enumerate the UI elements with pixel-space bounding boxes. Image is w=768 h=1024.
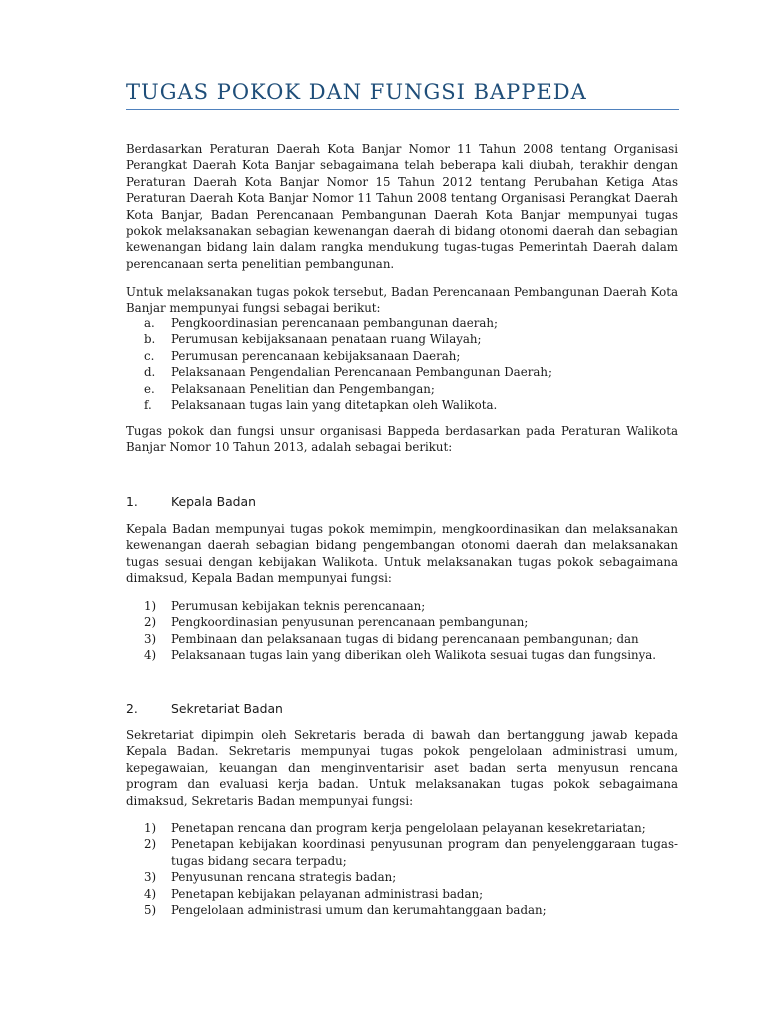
- list-item: [144, 315, 678, 331]
- section-number: 2.: [126, 701, 138, 716]
- list-item: [144, 820, 678, 836]
- section-title: Sekretariat Badan: [171, 701, 283, 716]
- section1-paragraph: Kepala Badan mempunyai tugas pokok memimpin, mengkoordinasikan dan melaksanakan kewenangan daerah sebagian bidang pengembangan otonomi daerah dan melaksanakan tugas sesuai dengan kebijakan Walikota. Untuk melaksanakan tugas pokok sebagaimana dimaksud, Kepala Badan mempunyai fungsi:: [126, 522, 678, 586]
- list-marker: 4): [144, 886, 157, 901]
- list-text: Pelaksanaan Pengendalian Perencanaan Pembangunan Daerah;: [171, 365, 552, 380]
- list-marker: 3): [144, 631, 157, 646]
- list-item: [144, 397, 678, 413]
- section2-paragraph: Sekretariat dipimpin oleh Sekretaris berada di bawah dan bertanggung jawab kepada Kepala Badan. Sekretaris mempunyai tugas pokok pengelolaan administrasi umum, kepegawaian, keuangan dan menginventarisir aset badan serta menyusun rencana program dan evaluasi kerja badan. Untuk melaksanakan tugas pokok sebagaimana dimaksud, Sekretaris Badan mempunyai fungsi:: [126, 728, 678, 808]
- list-marker: 2): [144, 837, 157, 852]
- list-text: Pelaksanaan tugas lain yang diberikan oleh Walikota sesuai tugas dan fungsinya.: [171, 648, 657, 663]
- list-item: [144, 331, 678, 347]
- list-text: Perumusan kebijaksanaan penataan ruang Wilayah;: [171, 332, 482, 347]
- list-item: [144, 381, 678, 397]
- list-marker: f.: [144, 398, 152, 413]
- list-text: Pelaksanaan Penelitian dan Pengembangan;: [171, 381, 435, 396]
- list-item: [144, 836, 678, 869]
- tupoksi-paragraph: Tugas pokok dan fungsi unsur organisasi Bappeda berdasarkan pada Peraturan Walikota Banjar Nomor 10 Tahun 2013, adalah sebagai berikut:: [126, 424, 678, 455]
- section1-list: [144, 598, 678, 664]
- section2-list: [144, 820, 678, 918]
- list-item: [144, 647, 678, 663]
- list-item: [144, 364, 678, 380]
- fungsi-list: [144, 315, 678, 413]
- page-title: TUGAS POKOK DAN FUNGSI BAPPEDA: [126, 80, 587, 104]
- list-marker: d.: [144, 365, 156, 380]
- section-heading-sekretariat-badan: [126, 701, 283, 717]
- list-marker: e.: [144, 381, 155, 396]
- section-heading-kepala-badan: [126, 494, 256, 510]
- list-marker: a.: [144, 316, 155, 330]
- list-item: [144, 631, 678, 647]
- list-marker: 2): [144, 615, 157, 630]
- list-marker: 1): [144, 821, 157, 835]
- intro-paragraph: Berdasarkan Peraturan Daerah Kota Banjar Nomor 11 Tahun 2008 tentang Organisasi Perangkat Daerah Kota Banjar sebagaimana telah beberapa kali diubah, terakhir dengan Peraturan Daerah Kota Banjar Nomor 15 Tahun 2012 tentang Perubahan Ketiga Atas Peraturan Daerah Kota Banjar Nomor 11 Tahun 2008 tentang Organisasi Perangkat Daerah Kota Banjar, Badan Perencanaan Pembangunan Daerah Kota Banjar mempunyai tugas pokok melaksanakan sebagian kewenangan daerah di bidang otonomi daerah dan sebagian kewenangan bidang lain dalam rangka mendukung tugas-tugas Pemerintah Daerah dalam perencanaan serta penelitian pembangunan.: [126, 142, 678, 271]
- list-text: Pelaksanaan tugas lain yang ditetapkan oleh Walikota.: [171, 398, 498, 413]
- list-item: [144, 598, 678, 614]
- list-text: Penetapan kebijakan koordinasi penyusunan program dan penyelenggaraan tugas-tugas bidang secara terpadu;: [171, 837, 678, 868]
- list-text: Penyusunan rencana strategis badan;: [171, 870, 397, 885]
- list-text: Pengkoordinasian perencanaan pembangunan daerah;: [171, 316, 498, 330]
- list-marker: 5): [144, 903, 157, 918]
- list-marker: c.: [144, 348, 155, 363]
- list-marker: 4): [144, 648, 157, 663]
- list-text: Pembinaan dan pelaksanaan tugas di bidang perencanaan pembangunan; dan: [171, 631, 639, 646]
- list-item: [144, 886, 678, 902]
- list-item: [144, 902, 678, 918]
- title-underline: [126, 109, 679, 110]
- list-item: [144, 614, 678, 630]
- list-text: Penetapan rencana dan program kerja pengelolaan pelayanan kesekretariatan;: [171, 821, 646, 835]
- section-number: 1.: [126, 494, 138, 509]
- list-marker: 1): [144, 599, 157, 613]
- list-text: Pengelolaan administrasi umum dan kerumahtanggaan badan;: [171, 903, 547, 918]
- list-text: Pengkoordinasian penyusunan perencanaan pembangunan;: [171, 615, 529, 630]
- list-text: Penetapan kebijakan pelayanan administrasi badan;: [171, 886, 484, 901]
- list-marker: b.: [144, 332, 156, 347]
- list-text: Perumusan kebijakan teknis perencanaan;: [171, 599, 426, 613]
- list-item: [144, 869, 678, 885]
- section-title: Kepala Badan: [171, 494, 256, 509]
- list-marker: 3): [144, 870, 157, 885]
- list-item: [144, 348, 678, 364]
- list-text: Perumusan perencanaan kebijaksanaan Daerah;: [171, 348, 461, 363]
- fungsi-intro-paragraph: Untuk melaksanakan tugas pokok tersebut, Badan Perencanaan Pembangunan Daerah Kota Banjar mempunyai fungsi sebagai berikut:: [126, 285, 678, 316]
